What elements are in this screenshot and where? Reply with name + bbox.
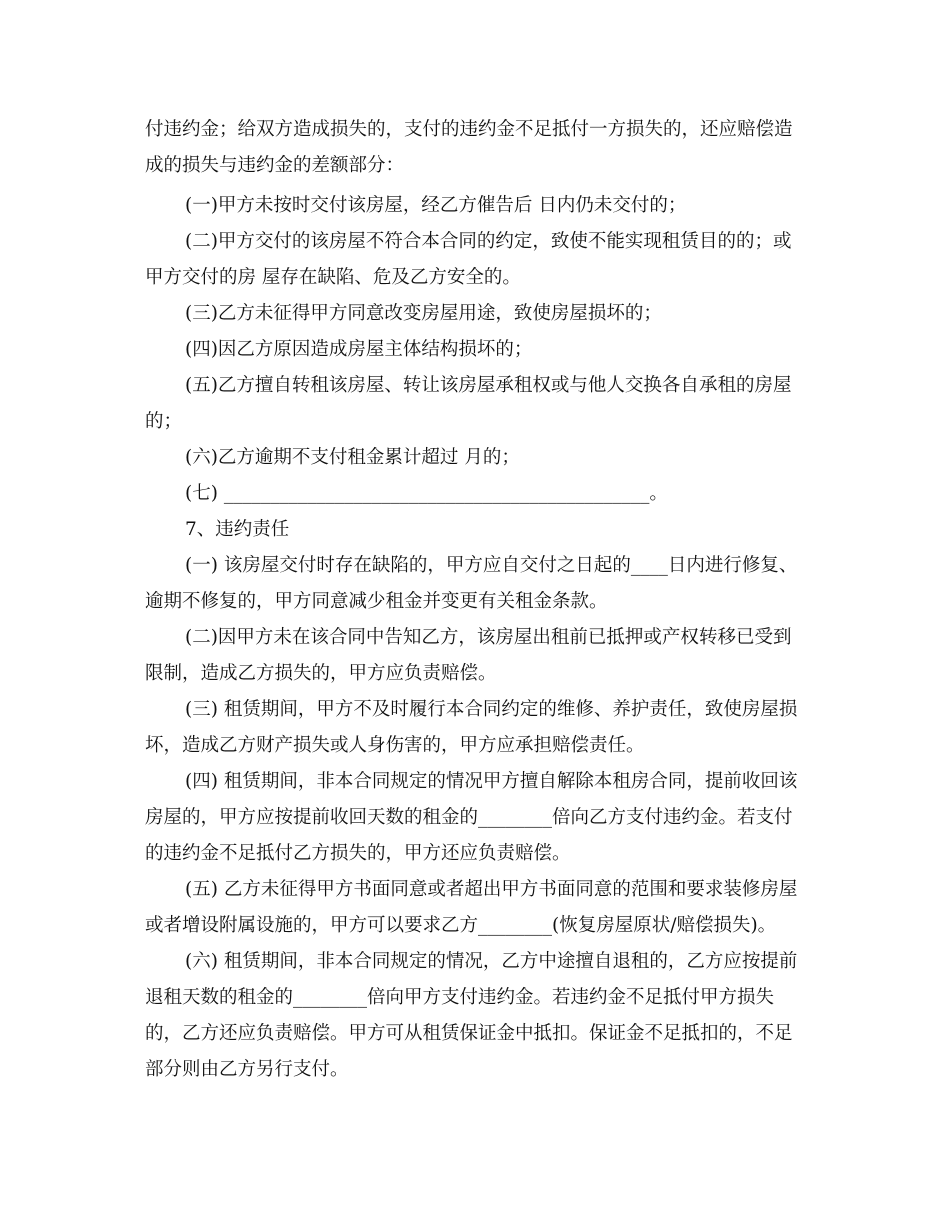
text-line: (二)因甲方未在该合同中告知乙方，该房屋出租前已抵押或产权转移已受到 [185,627,792,648]
text-line: 部分则由乙方另行支付。 [145,1059,349,1080]
text-line: (一) 该房屋交付时存在缺陷的，甲方应自交付之日起的____日内进行修复、 [185,555,798,576]
text-line: 的，乙方还应负责赔偿。甲方可从租赁保证金中抵扣。保证金不足抵扣的，不足 [145,1023,793,1044]
text-line: (五) 乙方未征得甲方书面同意或者超出甲方书面同意的范围和要求装修房屋 [185,879,798,900]
text-line: (一)甲方未按时交付该房屋，经乙方催告后 日内仍未交付的； [185,195,687,216]
text-line: (四)因乙方原因造成房屋主体结构损坏的； [185,339,533,360]
text-line: 房屋的，甲方应按提前收回天数的租金的________倍向乙方支付违约金。若支付 [145,807,793,828]
text-line: 或者增设附属设施的，甲方可以要求乙方________(恢复房屋原状/赔偿损失)。 [145,915,777,936]
text-line: 坏，造成乙方财产损失或人身伤害的，甲方应承担赔偿责任。 [145,735,645,756]
text-line: (二)甲方交付的该房屋不符合本合同的约定，致使不能实现租赁目的的；或 [185,231,792,252]
text-line: (三) 租赁期间，甲方不及时履行本合同约定的维修、养护责任，致使房屋损 [185,699,798,720]
text-line: 甲方交付的房 屋存在缺陷、危及乙方安全的。 [145,267,521,288]
text-line: 限制，造成乙方损失的，甲方应负责赔偿。 [145,663,497,684]
text-line: (七) ______________________________________________。 [185,483,668,504]
text-line: (六) 租赁期间，非本合同规定的情况，乙方中途擅自退租的，乙方应按提前 [185,951,798,972]
section-heading: 7、违约责任 [185,519,290,540]
text-line: 的； [145,411,183,432]
text-line: (五)乙方擅自转租该房屋、转让该房屋承租权或与他人交换各自承租的房屋 [185,375,792,396]
text-line: 逾期不修复的，甲方同意减少租金并变更有关租金条款。 [145,591,608,612]
text-line: 退租天数的租金的________倍向甲方支付违约金。若违约金不足抵付甲方损失 [145,987,775,1008]
text-line: 成的损失与违约金的差额部分： [145,155,405,176]
text-line: (三)乙方未征得甲方同意改变房屋用途，致使房屋损坏的； [185,303,662,324]
text-line: (六)乙方逾期不支付租金累计超过 月的； [185,447,520,468]
text-line: 付违约金；给双方造成损失的，支付的违约金不足抵付一方损失的，还应赔偿造 [145,119,793,140]
text-line: (四) 租赁期间，非本合同规定的情况甲方擅自解除本租房合同，提前收回该 [185,771,798,792]
text-line: 的违约金不足抵付乙方损失的，甲方还应负责赔偿。 [145,843,571,864]
